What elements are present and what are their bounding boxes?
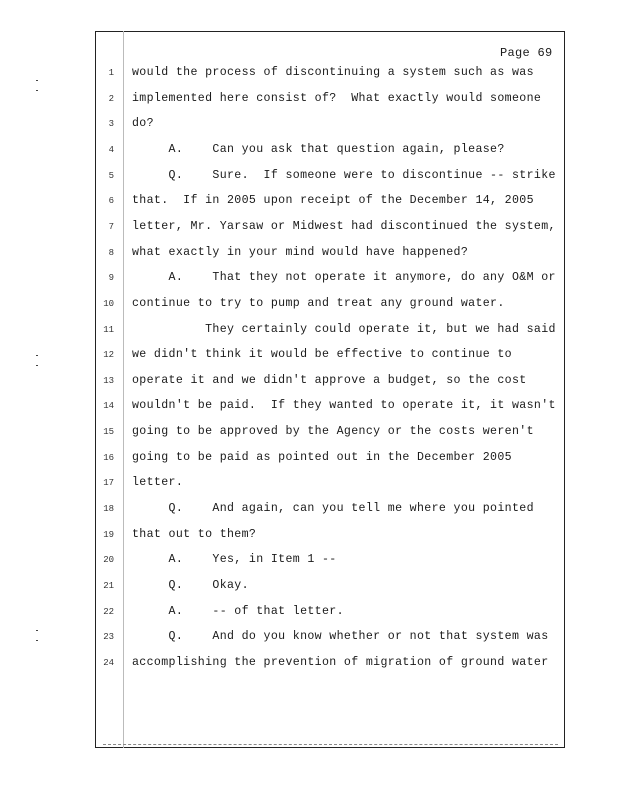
transcript-line: A. That they not operate it anymore, do any O&M or	[132, 271, 556, 285]
transcript-line: going to be approved by the Agency or the costs weren't	[132, 425, 534, 439]
scan-speck	[36, 80, 38, 81]
scan-speck	[36, 90, 38, 91]
line-number: 10	[103, 298, 114, 309]
transcript-line: They certainly could operate it, but we had said	[132, 322, 556, 336]
transcript-line: letter, Mr. Yarsaw or Midwest had discontinued the system,	[132, 219, 556, 233]
line-number: 13	[103, 375, 114, 386]
transcript-line: going to be paid as pointed out in the December 2005	[132, 450, 512, 464]
transcript-line: Q. And do you know whether or not that system was	[132, 630, 549, 644]
transcript-line: that. If in 2005 upon receipt of the December 14, 2005	[132, 194, 534, 208]
line-number: 22	[103, 606, 114, 617]
line-number-margin-rule	[123, 31, 124, 748]
transcript-line: that out to them?	[132, 527, 257, 541]
line-number: 8	[108, 247, 114, 258]
transcript-line: A. Yes, in Item 1 --	[132, 553, 337, 567]
line-number: 2	[108, 93, 114, 104]
transcript-line: continue to try to pump and treat any ground water.	[132, 296, 505, 310]
line-number: 5	[108, 170, 114, 181]
line-number: 21	[103, 581, 114, 591]
line-number: 7	[108, 221, 114, 232]
line-number: 12	[103, 350, 114, 361]
transcript-line: Q. And again, can you tell me where you pointed	[132, 502, 534, 516]
line-number: 11	[103, 324, 114, 335]
transcript-line: what exactly in your mind would have happened?	[132, 245, 469, 259]
line-number: 16	[103, 452, 114, 463]
transcript-line: accomplishing the prevention of migration of ground water	[132, 655, 549, 669]
line-number: 6	[108, 196, 114, 207]
transcript-line: letter.	[132, 476, 184, 490]
transcript-line: wouldn't be paid. If they wanted to operate it, it wasn't	[132, 399, 556, 413]
scan-speck	[36, 365, 38, 366]
line-number: 9	[108, 273, 114, 284]
transcript-line: Q. Okay.	[132, 579, 249, 592]
page-bottom-rule	[103, 744, 558, 745]
transcript-line: implemented here consist of? What exactly would someone	[132, 91, 542, 105]
line-number: 3	[108, 119, 114, 130]
line-number: 23	[103, 632, 114, 643]
line-number: 4	[108, 144, 114, 155]
line-number: 20	[103, 555, 114, 566]
transcript-line: A. -- of that letter.	[132, 604, 344, 618]
scan-speck	[36, 355, 38, 356]
line-number: 19	[103, 529, 114, 540]
transcript-line: A. Can you ask that question again, please?	[132, 142, 505, 156]
transcript-line: we didn't think it would be effective to continue to	[132, 348, 512, 362]
scan-speck	[36, 630, 38, 631]
transcript-line: operate it and we didn't approve a budget, so the cost	[132, 373, 527, 387]
line-number: 18	[103, 504, 114, 515]
line-number: 24	[103, 657, 114, 668]
line-number: 15	[103, 427, 114, 438]
transcript-line: would the process of discontinuing a system such as was	[132, 66, 534, 79]
scan-speck	[36, 640, 38, 641]
line-number: 17	[103, 478, 114, 489]
line-number: 1	[108, 68, 114, 78]
transcript-line: do?	[132, 117, 154, 131]
page-number: Page 69	[500, 46, 553, 60]
line-number: 14	[103, 401, 114, 412]
transcript-line: Q. Sure. If someone were to discontinue -- strike	[132, 168, 556, 182]
